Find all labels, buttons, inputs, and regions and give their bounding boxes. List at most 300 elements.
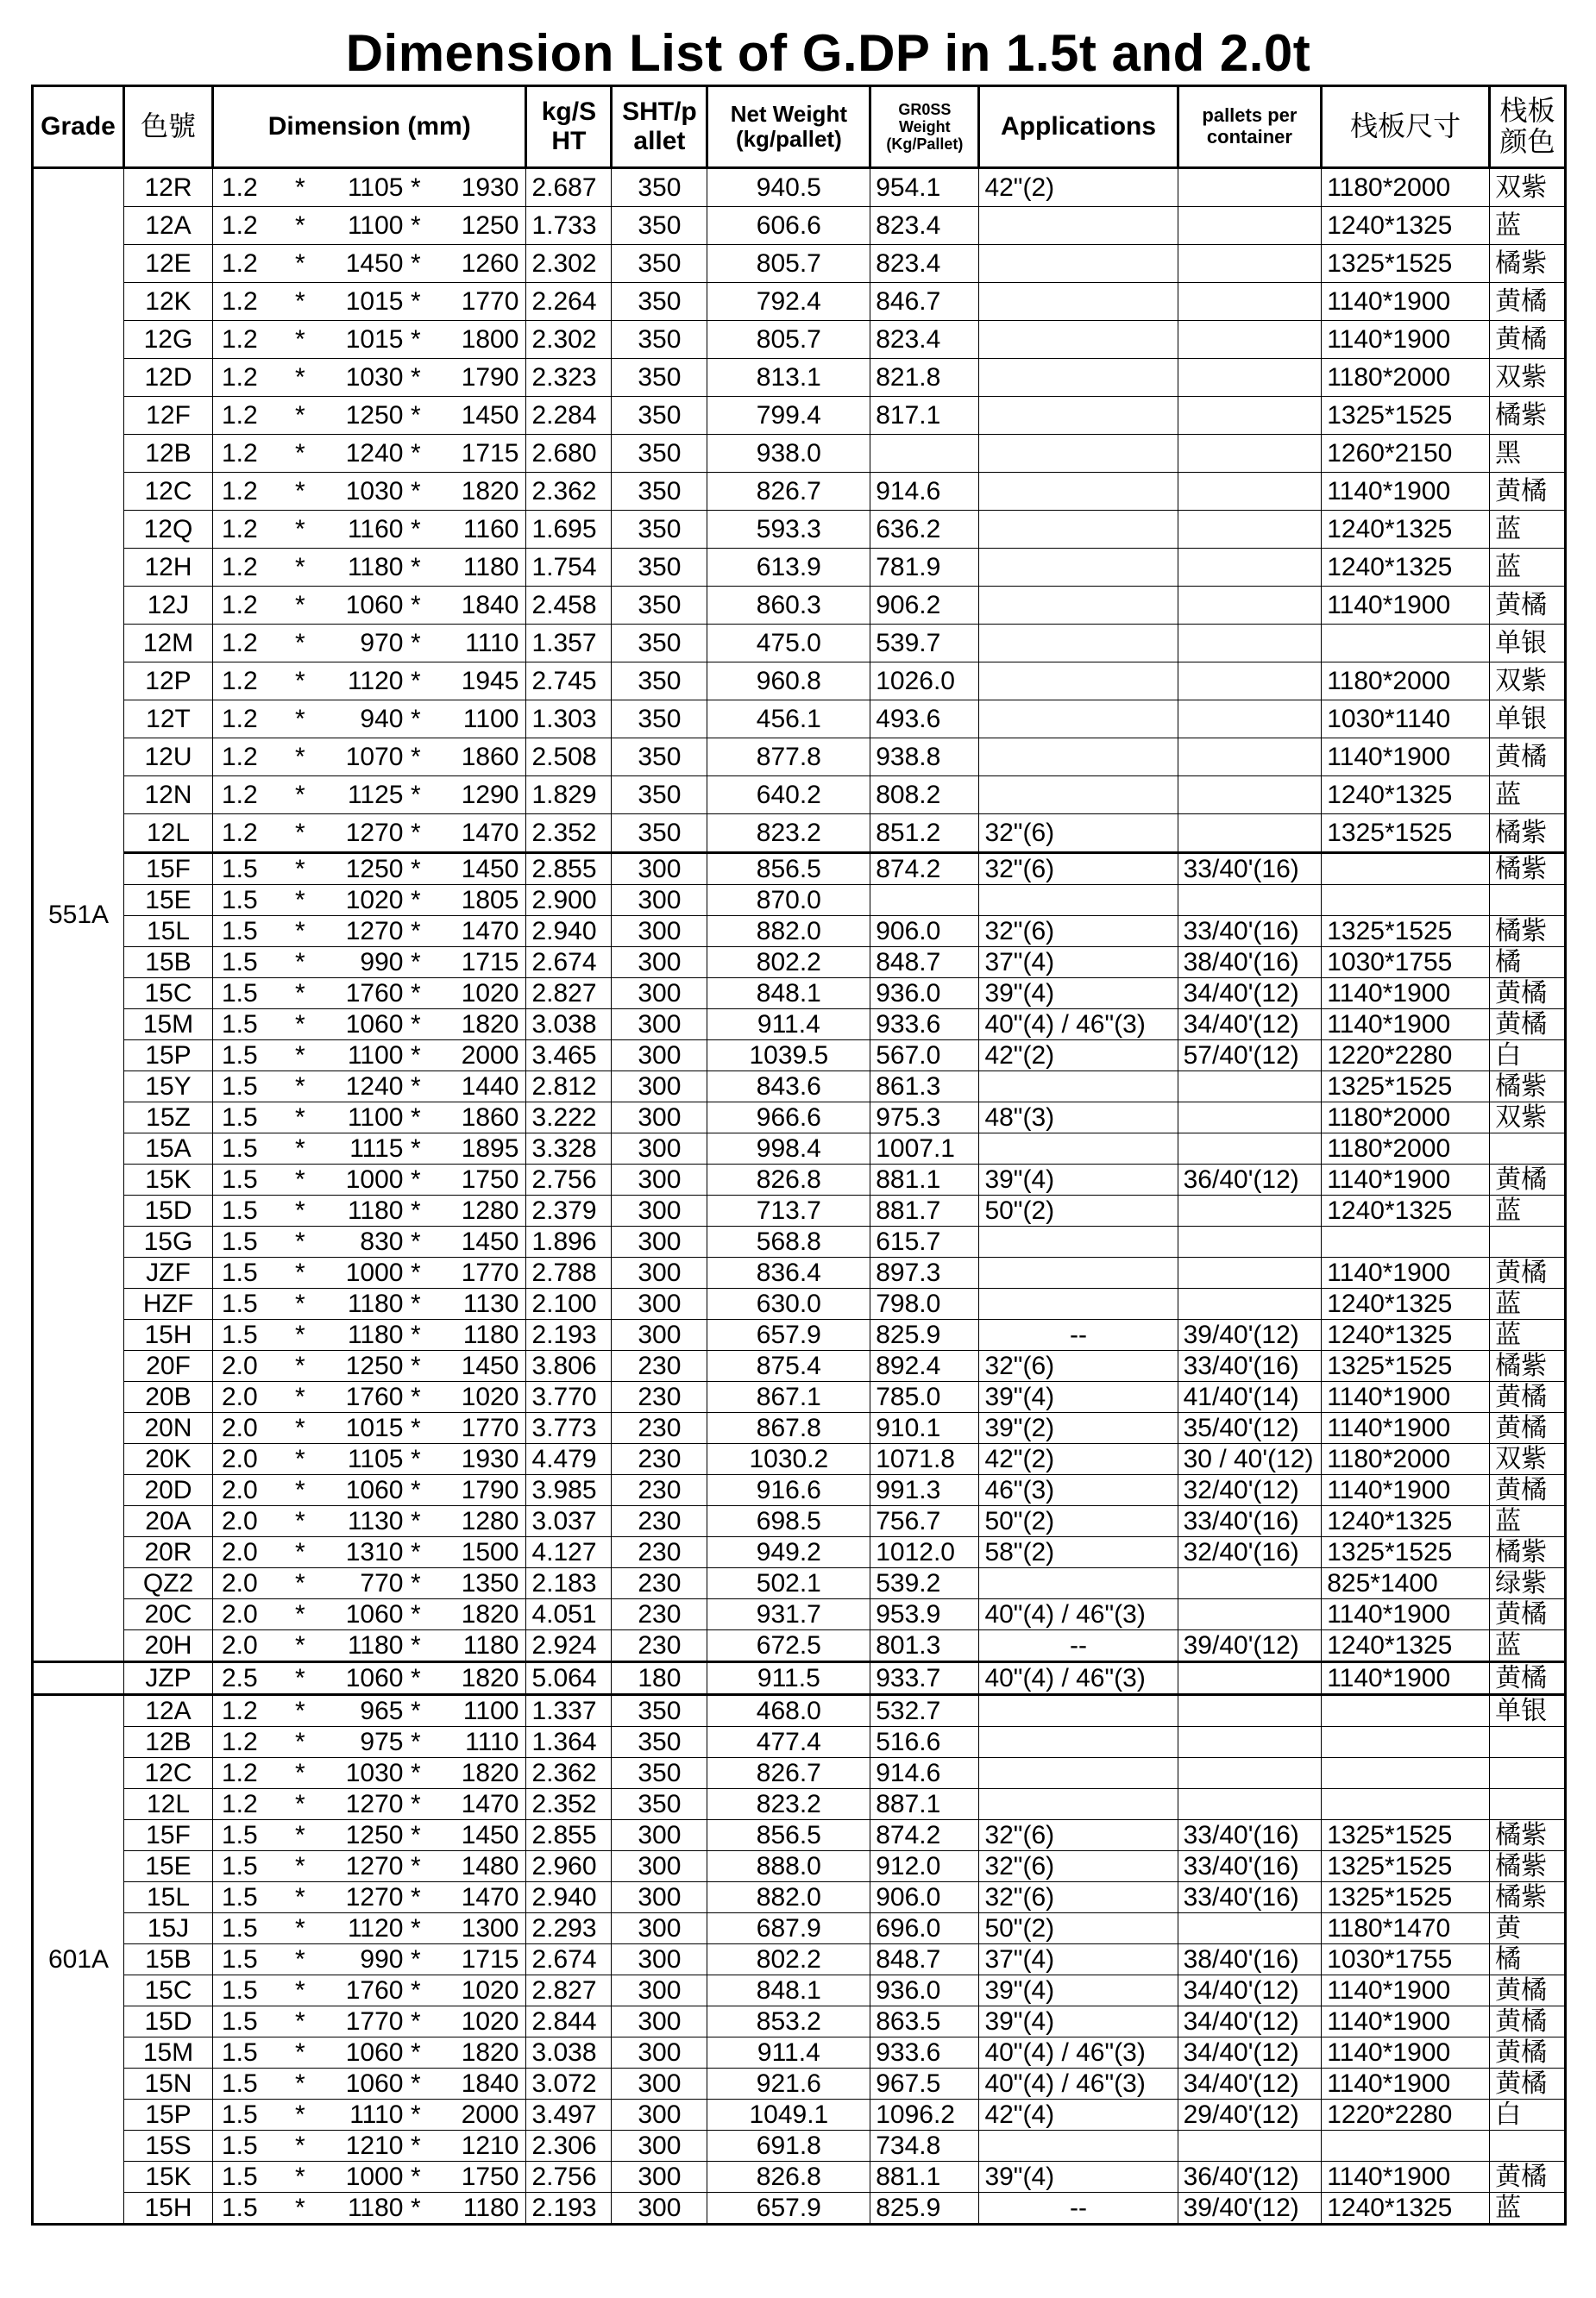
net-weight-cell: 593.3 (707, 511, 870, 549)
times-sign: * (295, 743, 305, 771)
pallet-size-cell: 1180*2000 (1322, 1133, 1490, 1165)
kg-sht-cell: 2.855 (526, 853, 612, 885)
applications-cell (979, 245, 1178, 283)
pallet-color-cell (1490, 1133, 1566, 1165)
applications-cell (979, 587, 1178, 625)
dimension-cell (212, 947, 525, 978)
color-code-cell: 15F (124, 1820, 213, 1851)
dimension-values (213, 1944, 525, 1975)
gross-weight-cell: 825.9 (870, 2193, 979, 2225)
net-weight-cell: 911.5 (707, 1662, 870, 1695)
thickness-value: 1.2 (221, 287, 258, 316)
width-value: 1030 (345, 1759, 404, 1787)
kg-sht-cell: 1.733 (526, 207, 612, 245)
table-row (33, 625, 1566, 662)
dimension-cell (212, 1820, 525, 1851)
pallet-size-cell: 1140*1900 (1322, 2162, 1490, 2193)
sht-pallet-cell: 300 (612, 1820, 707, 1851)
pallet-size-cell: 1240*1325 (1322, 207, 1490, 245)
times-sign: * (295, 1664, 305, 1692)
times-sign: * (295, 855, 305, 883)
color-code-cell: 15C (124, 978, 213, 1009)
gross-weight-cell: 1007.1 (870, 1133, 979, 1165)
times-sign: * (410, 886, 421, 914)
header-pallets-per-container: pallets per container (1178, 86, 1322, 168)
color-code-cell: 12T (124, 700, 213, 738)
dimension-cell (212, 662, 525, 700)
net-weight-cell: 916.6 (707, 1475, 870, 1506)
sht-pallet-cell: 300 (612, 978, 707, 1009)
times-sign: * (410, 1914, 421, 1943)
sht-pallet-cell: 230 (612, 1382, 707, 1413)
width-value: 1030 (345, 363, 404, 392)
dimension-cell (212, 738, 525, 776)
pallet-size-cell: 1325*1525 (1322, 245, 1490, 283)
applications-cell: 32"(6) (979, 1351, 1178, 1382)
kg-sht-cell: 1.337 (526, 1695, 612, 1727)
pallets-per-container-cell: 34/40'(12) (1178, 1009, 1322, 1040)
pallet-color-cell: 双紫 (1490, 1444, 1566, 1475)
kg-sht-cell: 2.900 (526, 885, 612, 916)
times-sign: * (410, 1790, 421, 1818)
pallet-size-cell: 1240*1325 (1322, 776, 1490, 814)
grade-cell (33, 1662, 124, 1695)
net-weight-cell: 870.0 (707, 885, 870, 916)
table-row (33, 2131, 1566, 2162)
pallets-per-container-cell: 32/40'(12) (1178, 1475, 1322, 1506)
grade-cell: 601A (33, 1695, 124, 2225)
kg-sht-cell: 2.674 (526, 947, 612, 978)
thickness-value: 1.2 (221, 667, 258, 695)
width-value: 970 (360, 629, 404, 657)
color-code-cell: JZF (124, 1258, 213, 1289)
dimension-values (213, 662, 525, 700)
dimension-values (213, 2069, 525, 2099)
length-value: 1100 (462, 1697, 519, 1725)
table-row (33, 1975, 1566, 2006)
applications-cell (979, 549, 1178, 587)
width-value: 1770 (345, 2007, 404, 2036)
pallet-size-cell: 1240*1325 (1322, 1196, 1490, 1227)
sht-pallet-cell: 300 (612, 2100, 707, 2131)
length-value: 1470 (461, 1883, 519, 1912)
kg-sht-cell: 1.364 (526, 1727, 612, 1758)
length-value: 1020 (461, 2007, 519, 2036)
color-code-cell: 12D (124, 359, 213, 397)
times-sign: * (295, 1759, 305, 1787)
header-kg-sht: kg/SHT (526, 86, 612, 168)
thickness-value: 1.5 (221, 1227, 258, 1256)
thickness-value: 1.2 (221, 1790, 258, 1818)
dimension-values (213, 359, 525, 396)
kg-sht-cell: 3.222 (526, 1102, 612, 1133)
width-value: 975 (360, 1728, 404, 1756)
sht-pallet-cell: 350 (612, 511, 707, 549)
thickness-value: 1.5 (221, 1072, 258, 1101)
pallet-size-cell: 1140*1900 (1322, 473, 1490, 511)
thickness-value: 1.5 (221, 1165, 258, 1194)
length-value: 1300 (461, 1914, 519, 1943)
pallet-color-cell: 蓝 (1490, 776, 1566, 814)
times-sign: * (410, 948, 421, 976)
times-sign: * (410, 855, 421, 883)
dimension-values (213, 2100, 525, 2130)
sht-pallet-cell: 350 (612, 321, 707, 359)
thickness-value: 1.5 (221, 2038, 258, 2067)
sht-pallet-cell: 300 (612, 2131, 707, 2162)
color-code-cell: 15B (124, 947, 213, 978)
length-value: 1805 (461, 886, 519, 914)
thickness-value: 1.5 (221, 917, 258, 945)
dimension-cell (212, 1599, 525, 1630)
pallet-size-cell: 1240*1325 (1322, 1320, 1490, 1351)
thickness-value: 1.5 (221, 1196, 258, 1225)
kg-sht-cell: 3.773 (526, 1413, 612, 1444)
times-sign: * (410, 1041, 421, 1070)
times-sign: * (295, 1445, 305, 1473)
times-sign: * (410, 2038, 421, 2067)
applications-cell: 39"(4) (979, 1165, 1178, 1196)
kg-sht-cell: 2.323 (526, 359, 612, 397)
times-sign: * (295, 211, 305, 240)
kg-sht-cell: 3.465 (526, 1040, 612, 1071)
thickness-value: 1.2 (221, 629, 258, 657)
color-code-cell: 20C (124, 1599, 213, 1630)
applications-cell (979, 1071, 1178, 1102)
width-value: 1100 (347, 1103, 404, 1132)
applications-cell (979, 1758, 1178, 1789)
pallets-per-container-cell (1178, 511, 1322, 549)
gross-weight-cell: 897.3 (870, 1258, 979, 1289)
net-weight-cell: 1039.5 (707, 1040, 870, 1071)
gross-weight-cell: 892.4 (870, 1351, 979, 1382)
table-row (33, 168, 1566, 207)
applications-cell: -- (979, 1630, 1178, 1662)
applications-cell (979, 1289, 1178, 1320)
thickness-value: 1.5 (221, 1259, 258, 1287)
dimension-values (213, 854, 525, 884)
net-weight-cell: 911.4 (707, 2037, 870, 2069)
header-dimension: Dimension (mm) (212, 86, 525, 168)
net-weight-cell: 882.0 (707, 1882, 870, 1913)
dimension-cell (212, 1506, 525, 1537)
width-value: 1270 (345, 1852, 404, 1880)
pallet-color-cell (1490, 1227, 1566, 1258)
pallet-size-cell: 1325*1525 (1322, 1351, 1490, 1382)
dimension-cell (212, 1071, 525, 1102)
times-sign: * (295, 979, 305, 1008)
times-sign: * (295, 1697, 305, 1725)
sht-pallet-cell: 350 (612, 1695, 707, 1727)
times-sign: * (295, 1041, 305, 1070)
dimension-values (213, 947, 525, 977)
dimension-cell (212, 1475, 525, 1506)
width-value: 1270 (345, 819, 404, 847)
table-row (33, 1475, 1566, 1506)
pallets-per-container-cell (1178, 1289, 1322, 1320)
pallet-size-cell: 1325*1525 (1322, 1537, 1490, 1568)
pallet-color-cell (1490, 1758, 1566, 1789)
pallets-per-container-cell: 39/40'(12) (1178, 1630, 1322, 1662)
net-weight-cell: 911.4 (707, 1009, 870, 1040)
times-sign: * (410, 591, 421, 619)
net-weight-cell: 1049.1 (707, 2100, 870, 2131)
width-value: 1015 (345, 287, 404, 316)
dimension-values (213, 1382, 525, 1412)
applications-cell (979, 1789, 1178, 1820)
sht-pallet-cell: 350 (612, 168, 707, 207)
dimension-cell (212, 916, 525, 947)
dimension-cell (212, 587, 525, 625)
gross-weight-cell: 874.2 (870, 1820, 979, 1851)
times-sign: * (410, 1697, 421, 1725)
pallet-size-cell: 1240*1325 (1322, 1630, 1490, 1662)
gross-weight-cell: 914.6 (870, 473, 979, 511)
pallet-size-cell: 1325*1525 (1322, 1882, 1490, 1913)
gross-weight-cell: 532.7 (870, 1695, 979, 1727)
pallets-per-container-cell (1178, 359, 1322, 397)
dimension-values (213, 1913, 525, 1943)
sht-pallet-cell: 300 (612, 2037, 707, 2069)
thickness-value: 1.5 (221, 1914, 258, 1943)
net-weight-cell: 848.1 (707, 1975, 870, 2006)
page-title: Dimension List of G.DP in 1.5t and 2.0t (345, 24, 1311, 82)
table-row (33, 814, 1566, 853)
width-value: 1270 (345, 1790, 404, 1818)
times-sign: * (295, 1010, 305, 1039)
width-value: 1110 (349, 2100, 404, 2129)
applications-cell (979, 625, 1178, 662)
color-code-cell: 12B (124, 1727, 213, 1758)
sht-pallet-cell: 350 (612, 662, 707, 700)
kg-sht-cell: 2.352 (526, 1789, 612, 1820)
pallet-color-cell: 单银 (1490, 625, 1566, 662)
table-row (33, 916, 1566, 947)
net-weight-cell: 713.7 (707, 1196, 870, 1227)
sht-pallet-cell: 300 (612, 1071, 707, 1102)
pallet-color-cell: 橘紫 (1490, 397, 1566, 435)
width-value: 1070 (345, 743, 404, 771)
width-value: 1000 (345, 1259, 404, 1287)
table-row (33, 1820, 1566, 1851)
pallet-color-cell: 黄橘 (1490, 1009, 1566, 1040)
kg-sht-cell: 4.127 (526, 1537, 612, 1568)
dimension-cell (212, 1537, 525, 1568)
width-value: 1115 (349, 1134, 404, 1163)
thickness-value: 2.0 (221, 1445, 258, 1473)
table-row (33, 473, 1566, 511)
dimension-values (213, 245, 525, 282)
times-sign: * (410, 1321, 421, 1349)
times-sign: * (295, 2194, 305, 2222)
color-code-cell: HZF (124, 1289, 213, 1320)
sht-pallet-cell: 300 (612, 853, 707, 885)
length-value: 1820 (461, 1759, 519, 1787)
pallets-per-container-cell: 39/40'(12) (1178, 2193, 1322, 2225)
gross-weight-cell: 874.2 (870, 853, 979, 885)
table-row (33, 1851, 1566, 1882)
times-sign: * (410, 1664, 421, 1692)
dimension-values (213, 473, 525, 510)
length-value: 1790 (461, 363, 519, 392)
color-code-cell: 15E (124, 1851, 213, 1882)
dimension-values (213, 1040, 525, 1071)
kg-sht-cell: 2.379 (526, 1196, 612, 1227)
dimension-cell (212, 1662, 525, 1695)
pallet-size-cell: 1030*1755 (1322, 1944, 1490, 1975)
sht-pallet-cell: 300 (612, 1133, 707, 1165)
color-code-cell: 12U (124, 738, 213, 776)
color-code-cell: 12C (124, 1758, 213, 1789)
net-weight-cell: 826.7 (707, 1758, 870, 1789)
gross-weight-cell: 975.3 (870, 1102, 979, 1133)
pallet-color-cell: 黄橘 (1490, 1662, 1566, 1695)
dimension-values (213, 169, 525, 206)
times-sign: * (295, 1227, 305, 1256)
color-code-cell: 15K (124, 2162, 213, 2193)
dimension-values (213, 321, 525, 358)
dimension-cell (212, 1009, 525, 1040)
net-weight-cell: 843.6 (707, 1071, 870, 1102)
thickness-value: 1.2 (221, 401, 258, 430)
color-code-cell: 20N (124, 1413, 213, 1444)
times-sign: * (295, 363, 305, 392)
thickness-value: 1.2 (221, 515, 258, 543)
times-sign: * (410, 2007, 421, 2036)
applications-cell (979, 1227, 1178, 1258)
thickness-value: 1.2 (221, 553, 258, 581)
length-value: 1820 (461, 1600, 519, 1629)
dimension-values (213, 435, 525, 472)
times-sign: * (295, 1259, 305, 1287)
sht-pallet-cell: 300 (612, 947, 707, 978)
kg-sht-cell: 3.037 (526, 1506, 612, 1537)
length-value: 1820 (461, 477, 519, 505)
table-row (33, 1695, 1566, 1727)
pallet-color-cell: 橘紫 (1490, 1820, 1566, 1851)
width-value: 1060 (345, 2069, 404, 2098)
net-weight-cell: 640.2 (707, 776, 870, 814)
pallets-per-container-cell (1178, 1196, 1322, 1227)
net-weight-cell: 867.1 (707, 1382, 870, 1413)
pallets-per-container-cell (1178, 1758, 1322, 1789)
gross-weight-cell: 848.7 (870, 1944, 979, 1975)
net-weight-cell: 856.5 (707, 1820, 870, 1851)
width-value: 990 (360, 948, 404, 976)
pallet-size-cell: 1140*1900 (1322, 978, 1490, 1009)
pallet-size-cell: 1180*2000 (1322, 1102, 1490, 1133)
pallet-size-cell: 1140*1900 (1322, 321, 1490, 359)
times-sign: * (295, 948, 305, 976)
table-row (33, 947, 1566, 978)
header-applications: Applications (979, 86, 1178, 168)
length-value: 1210 (461, 2132, 519, 2160)
color-code-cell: 15J (124, 1913, 213, 1944)
dimension-values (213, 1663, 525, 1693)
sht-pallet-cell: 300 (612, 2006, 707, 2037)
width-value: 1450 (345, 249, 404, 278)
net-weight-cell: 860.3 (707, 587, 870, 625)
kg-sht-cell: 2.812 (526, 1071, 612, 1102)
pallet-color-cell: 黑 (1490, 435, 1566, 473)
kg-sht-cell: 2.960 (526, 1851, 612, 1882)
thickness-value: 1.2 (221, 477, 258, 505)
times-sign: * (410, 1821, 421, 1849)
table-row (33, 1258, 1566, 1289)
dimension-values (213, 1727, 525, 1757)
dimension-cell (212, 1882, 525, 1913)
color-code-cell: 15E (124, 885, 213, 916)
sht-pallet-cell: 300 (612, 1102, 707, 1133)
color-code-cell: 12E (124, 245, 213, 283)
gross-weight-cell: 798.0 (870, 1289, 979, 1320)
pallets-per-container-cell: 33/40'(16) (1178, 853, 1322, 885)
pallet-color-cell: 蓝 (1490, 1506, 1566, 1537)
length-value: 1895 (461, 1134, 519, 1163)
gross-weight-cell: 863.5 (870, 2006, 979, 2037)
length-value: 1250 (461, 211, 519, 240)
dimension-cell (212, 700, 525, 738)
length-value: 1800 (461, 325, 519, 354)
color-code-cell: 15H (124, 2193, 213, 2225)
gross-weight-cell: 567.0 (870, 1040, 979, 1071)
thickness-value: 1.5 (221, 2132, 258, 2160)
applications-cell (979, 738, 1178, 776)
pallet-color-cell: 蓝 (1490, 2193, 1566, 2225)
table-row (33, 1071, 1566, 1102)
length-value: 1450 (461, 401, 519, 430)
color-code-cell: 15G (124, 1227, 213, 1258)
table-row (33, 1413, 1566, 1444)
gross-weight-cell (870, 435, 979, 473)
width-value: 1250 (345, 1821, 404, 1849)
dimension-cell (212, 2131, 525, 2162)
kg-sht-cell: 2.674 (526, 1944, 612, 1975)
thickness-value: 1.5 (221, 948, 258, 976)
width-value: 1060 (345, 591, 404, 619)
times-sign: * (410, 1600, 421, 1629)
thickness-value: 2.0 (221, 1631, 258, 1660)
table-row (33, 738, 1566, 776)
dimension-cell (212, 1413, 525, 1444)
applications-cell: 32"(6) (979, 814, 1178, 853)
width-value: 940 (360, 705, 404, 733)
thickness-value: 1.5 (221, 1041, 258, 1070)
kg-sht-cell: 1.695 (526, 511, 612, 549)
dimension-cell (212, 1133, 525, 1165)
net-weight-cell: 657.9 (707, 1320, 870, 1351)
kg-sht-cell: 3.985 (526, 1475, 612, 1506)
pallet-color-cell: 橘紫 (1490, 814, 1566, 853)
sht-pallet-cell: 350 (612, 397, 707, 435)
width-value: 1120 (347, 667, 404, 695)
length-value: 1280 (461, 1196, 519, 1225)
thickness-value: 1.5 (221, 2194, 258, 2222)
pallet-color-cell: 双紫 (1490, 168, 1566, 207)
pallets-per-container-cell (1178, 435, 1322, 473)
times-sign: * (295, 1134, 305, 1163)
pallet-color-cell: 蓝 (1490, 1196, 1566, 1227)
length-value: 1715 (461, 439, 519, 468)
pallets-per-container-cell: 33/40'(16) (1178, 1851, 1322, 1882)
color-code-cell: 15L (124, 1882, 213, 1913)
dimension-cell (212, 1975, 525, 2006)
color-code-cell: 12L (124, 1789, 213, 1820)
table-row (33, 1351, 1566, 1382)
times-sign: * (410, 1728, 421, 1756)
header-grade: Grade (33, 86, 124, 168)
gross-weight-cell: 539.7 (870, 625, 979, 662)
